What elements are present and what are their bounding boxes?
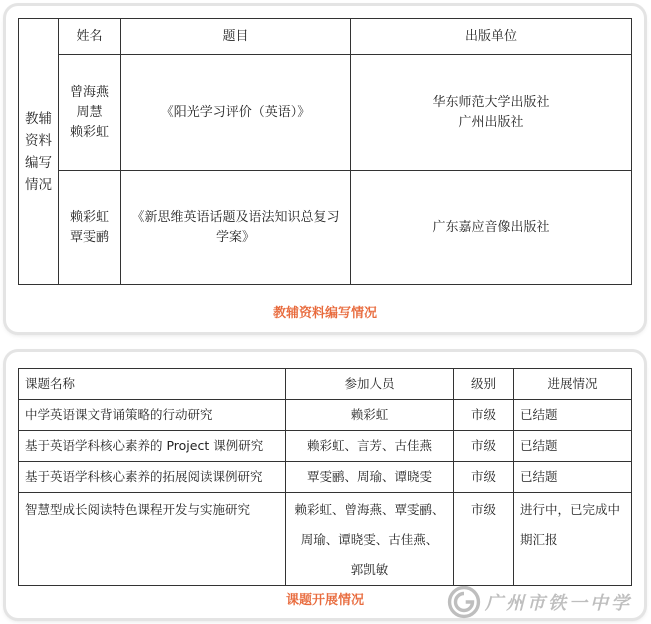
row-level: 市级 — [454, 431, 514, 462]
research-projects-card — [6, 352, 644, 618]
row-publisher: 广东嘉应音像出版社 — [351, 171, 632, 285]
table-row — [19, 431, 632, 462]
row-project-name: 中学英语课文背诵策略的行动研究 — [19, 400, 286, 431]
row-names: 曾海燕 周慧 赖彩虹 — [59, 55, 121, 171]
table-header-row — [19, 369, 632, 400]
row-title: 《阳光学习评价（英语）》 — [121, 55, 351, 171]
row-level: 市级 — [454, 493, 514, 586]
row-members: 赖彩虹、言芳、古佳燕 — [286, 431, 454, 462]
table-row — [19, 462, 632, 493]
row-project-name: 基于英语学科核心素养的拓展阅读课例研究 — [19, 462, 286, 493]
row-level: 市级 — [454, 462, 514, 493]
row-project-name: 智慧型成长阅读特色课程开发与实施研究 — [19, 493, 286, 586]
header-name: 姓名 — [59, 19, 121, 55]
header-members: 参加人员 — [286, 369, 454, 400]
row-progress: 进行中，已完成中 期汇报 — [514, 493, 632, 586]
teaching-materials-table — [18, 18, 632, 285]
row-progress: 已结题 — [514, 462, 632, 493]
row-members: 赖彩虹、曾海燕、覃雯鹂、 周瑜、谭晓雯、古佳燕、 郭凯敏 — [286, 493, 454, 586]
row-project-name: 基于英语学科核心素养的 Project 课例研究 — [19, 431, 286, 462]
table-row — [19, 55, 632, 171]
table-row — [19, 171, 632, 285]
research-projects-table — [18, 368, 632, 586]
school-watermark — [447, 582, 647, 622]
header-project-name: 课题名称 — [19, 369, 286, 400]
research-projects-caption: 课题开展情况 — [285, 593, 364, 608]
row-level: 市级 — [454, 400, 514, 431]
row-progress: 已结题 — [514, 400, 632, 431]
row-progress: 已结题 — [514, 431, 632, 462]
table-row — [19, 493, 632, 586]
watermark-text: 广州市铁一中学 — [485, 593, 632, 614]
row-names: 赖彩虹 覃雯鹂 — [59, 171, 121, 285]
header-publisher: 出版单位 — [351, 19, 632, 55]
row-publisher: 华东师范大学出版社 广州出版社 — [351, 55, 632, 171]
header-progress: 进展情况 — [514, 369, 632, 400]
teaching-materials-card — [6, 6, 644, 332]
teaching-materials-caption: 教辅资料编写情况 — [272, 306, 377, 321]
side-label: 教辅 资料 编写 情况 — [19, 19, 59, 285]
school-logo-icon — [447, 585, 481, 619]
header-title: 题目 — [121, 19, 351, 55]
row-members: 赖彩虹 — [286, 400, 454, 431]
header-level: 级别 — [454, 369, 514, 400]
row-title: 《新思维英语话题及语法知识总复习 学案》 — [121, 171, 351, 285]
row-members: 覃雯鹂、周瑜、谭晓雯 — [286, 462, 454, 493]
table-row — [19, 400, 632, 431]
table-header-row — [19, 19, 632, 55]
